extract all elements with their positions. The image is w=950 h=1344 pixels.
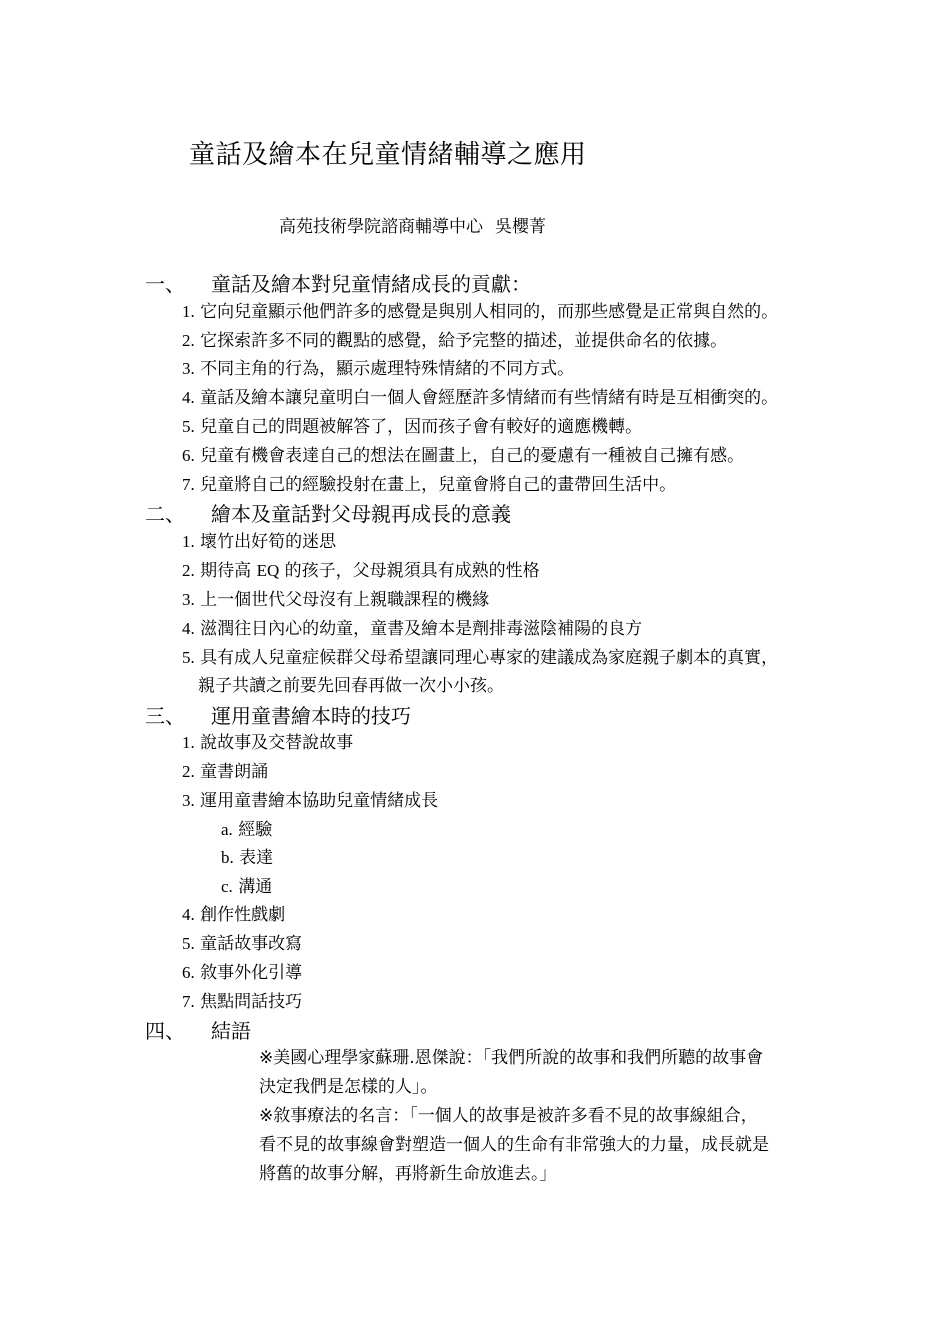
section-heading-1 [145, 270, 531, 298]
section-heading-4 [145, 1017, 251, 1045]
section-number: 四、 [145, 1019, 185, 1043]
quote-line: 看不見的故事線會對塑造一個人的生命有非常強大的力量，成長就是 [259, 1135, 769, 1155]
sub-list-item: c. 溝通 [221, 877, 273, 897]
list-item: 1. 壞竹出好筍的迷思 [182, 532, 337, 552]
list-item: 7. 兒童將自己的經驗投射在畫上，兒童會將自己的畫帶回生活中。 [182, 475, 677, 495]
author-org: 高苑技術學院諮商輔導中心 [279, 217, 483, 237]
author-line [279, 215, 546, 239]
section-number: 二、 [145, 502, 185, 526]
list-item: 5. 兒童自己的問題被解答了，因而孩子會有較好的適應機轉。 [182, 417, 643, 437]
section-number: 一、 [145, 272, 185, 296]
list-item: 4. 滋潤往日內心的幼童，童書及繪本是劑排毒滋陰補陽的良方 [182, 619, 643, 639]
section-title: 結語 [211, 1019, 251, 1043]
list-item: 3. 上一個世代父母沒有上親職課程的機緣 [182, 590, 490, 610]
quote-line: ※敘事療法的名言：「一個人的故事是被許多看不見的故事線組合， [259, 1106, 758, 1126]
list-item: 2. 它探索許多不同的觀點的感覺，給予完整的描述，並提供命名的依據。 [182, 331, 728, 351]
list-item: 6. 敘事外化引導 [182, 963, 303, 983]
list-item: 2. 童書朗誦 [182, 762, 269, 782]
section-heading-3 [145, 702, 411, 730]
quote-line: 決定我們是怎樣的人」。 [259, 1077, 438, 1097]
section-number: 三、 [145, 704, 185, 728]
section-title: 童話及繪本對兒童情緒成長的貢獻： [211, 272, 531, 296]
section-heading-2 [145, 500, 511, 528]
list-item: 4. 童話及繪本讓兒童明白一個人會經歷許多情緒而有些情緒有時是互相衝突的。 [182, 388, 779, 408]
list-item: 1. 它向兒童顯示他們許多的感覺是與別人相同的，而那些感覺是正常與自然的。 [182, 302, 779, 322]
list-item: 1. 說故事及交替說故事 [182, 733, 354, 753]
list-item: 2. 期待高 EQ 的孩子，父母親須具有成熟的性格 [182, 561, 540, 581]
list-item-continuation: 親子共讀之前要先回春再做一次小小孩。 [198, 676, 504, 696]
list-item: 7. 焦點問話技巧 [182, 992, 303, 1012]
section-title: 運用童書繪本時的技巧 [211, 704, 411, 728]
author-name: 吳櫻菁 [495, 217, 546, 237]
list-item: 4. 創作性戲劇 [182, 905, 286, 925]
list-item: 6. 兒童有機會表達自己的想法在圖畫上，自己的憂慮有一種被自己擁有感。 [182, 446, 745, 466]
sub-list-item: a. 經驗 [221, 820, 273, 840]
list-item: 3. 不同主角的行為，顯示處理特殊情緒的不同方式。 [182, 359, 575, 379]
quote-line: ※美國心理學家蘇珊.恩傑說：「我們所說的故事和我們所聽的故事會 [259, 1048, 764, 1068]
document-title: 童話及繪本在兒童情緒輔導之應用 [189, 140, 587, 170]
section-title: 繪本及童話對父母親再成長的意義 [211, 502, 511, 526]
list-item: 5. 具有成人兒童症候群父母希望讓同理心專家的建議成為家庭親子劇本的真實， [182, 648, 779, 668]
sub-list-item: b. 表達 [221, 848, 274, 868]
list-item: 3. 運用童書繪本協助兒童情緒成長 [182, 791, 439, 811]
list-item: 5. 童話故事改寫 [182, 934, 303, 954]
quote-line: 將舊的故事分解，再將新生命放進去。」 [259, 1164, 557, 1184]
